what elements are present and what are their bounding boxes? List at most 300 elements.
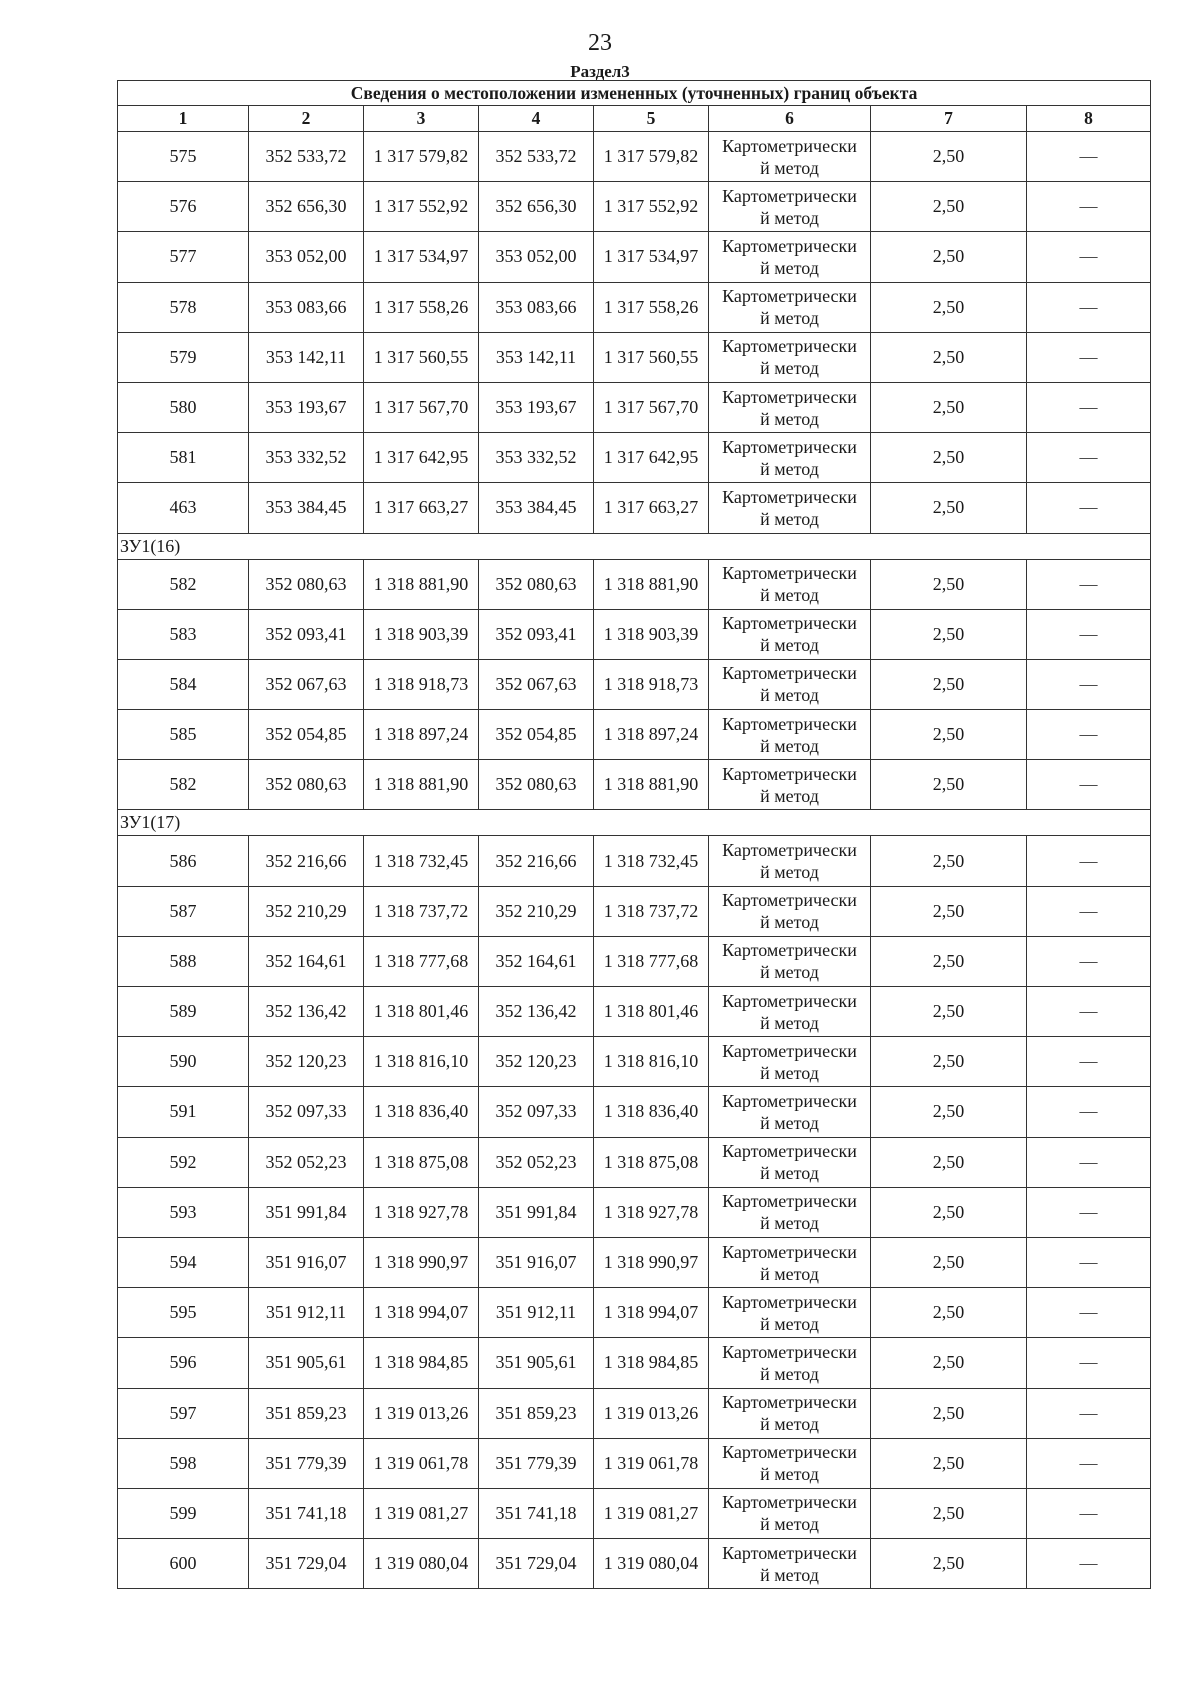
existing-x-cell: 353 193,67 (249, 382, 364, 432)
point-number-cell: 597 (118, 1388, 249, 1438)
method-line-1: Картометрически (722, 1090, 857, 1111)
existing-y-cell: 1 318 777,68 (364, 936, 479, 986)
method-line-2: й метод (760, 1263, 819, 1284)
method-line-2: й метод (760, 1112, 819, 1133)
table-row (118, 1338, 1151, 1388)
new-y-cell: 1 319 081,27 (594, 1488, 709, 1538)
existing-x-cell: 352 054,85 (249, 710, 364, 760)
new-x-cell: 352 067,63 (479, 659, 594, 709)
table-row (118, 182, 1151, 232)
new-x-cell: 352 656,30 (479, 182, 594, 232)
note-cell: — (1027, 132, 1151, 182)
note-cell: — (1027, 886, 1151, 936)
accuracy-cell: 2,50 (871, 886, 1027, 936)
point-number-cell: 582 (118, 760, 249, 810)
existing-x-cell: 352 533,72 (249, 132, 364, 182)
method-line-1: Картометрически (722, 940, 857, 961)
table-row (118, 1539, 1151, 1589)
method-cell (709, 1488, 871, 1538)
method-cell (709, 1438, 871, 1488)
existing-y-cell: 1 318 875,08 (364, 1137, 479, 1187)
existing-x-cell: 352 216,66 (249, 836, 364, 886)
existing-x-cell: 353 052,00 (249, 232, 364, 282)
method-line-1: Картометрически (722, 185, 857, 206)
method-line-2: й метод (760, 1414, 819, 1435)
new-y-cell: 1 317 560,55 (594, 332, 709, 382)
note-cell: — (1027, 1388, 1151, 1438)
existing-y-cell: 1 317 642,95 (364, 433, 479, 483)
existing-y-cell: 1 319 013,26 (364, 1388, 479, 1438)
accuracy-cell: 2,50 (871, 1488, 1027, 1538)
method-cell (709, 836, 871, 886)
new-y-cell: 1 317 558,26 (594, 282, 709, 332)
method-line-1: Картометрически (722, 1141, 857, 1162)
new-y-cell: 1 318 881,90 (594, 760, 709, 810)
note-cell: — (1027, 1137, 1151, 1187)
accuracy-cell: 2,50 (871, 936, 1027, 986)
accuracy-cell: 2,50 (871, 1237, 1027, 1287)
point-number-cell: 598 (118, 1438, 249, 1488)
accuracy-cell: 2,50 (871, 836, 1027, 886)
table-row (118, 1488, 1151, 1538)
note-cell: — (1027, 1087, 1151, 1137)
accuracy-cell: 2,50 (871, 1087, 1027, 1137)
note-cell: — (1027, 232, 1151, 282)
existing-y-cell: 1 318 881,90 (364, 760, 479, 810)
new-x-cell: 353 332,52 (479, 433, 594, 483)
existing-x-cell: 352 164,61 (249, 936, 364, 986)
new-x-cell: 353 052,00 (479, 232, 594, 282)
existing-y-cell: 1 318 836,40 (364, 1087, 479, 1137)
point-number-cell: 584 (118, 659, 249, 709)
method-cell (709, 382, 871, 432)
existing-y-cell: 1 317 663,27 (364, 483, 479, 533)
new-x-cell: 351 905,61 (479, 1338, 594, 1388)
existing-x-cell: 353 142,11 (249, 332, 364, 382)
point-number-cell: 463 (118, 483, 249, 533)
accuracy-cell: 2,50 (871, 760, 1027, 810)
table-row (118, 1288, 1151, 1338)
existing-x-cell: 353 332,52 (249, 433, 364, 483)
method-cell (709, 1288, 871, 1338)
point-number-cell: 593 (118, 1187, 249, 1237)
new-y-cell: 1 317 534,97 (594, 232, 709, 282)
existing-y-cell: 1 317 567,70 (364, 382, 479, 432)
group-header-row (118, 533, 1151, 559)
note-cell: — (1027, 1338, 1151, 1388)
column-number: 5 (594, 106, 709, 132)
column-number: 3 (364, 106, 479, 132)
new-y-cell: 1 318 918,73 (594, 659, 709, 709)
note-cell: — (1027, 1237, 1151, 1287)
point-number-cell: 596 (118, 1338, 249, 1388)
accuracy-cell: 2,50 (871, 1288, 1027, 1338)
method-line-1: Картометрически (722, 1492, 857, 1513)
table-row (118, 433, 1151, 483)
method-line-2: й метод (760, 1062, 819, 1083)
new-x-cell: 352 052,23 (479, 1137, 594, 1187)
note-cell: — (1027, 987, 1151, 1037)
accuracy-cell: 2,50 (871, 1137, 1027, 1187)
method-line-1: Картометрически (722, 840, 857, 861)
column-number: 6 (709, 106, 871, 132)
method-line-2: й метод (760, 912, 819, 933)
new-x-cell: 353 142,11 (479, 332, 594, 382)
method-line-1: Картометрически (722, 1392, 857, 1413)
note-cell: — (1027, 1288, 1151, 1338)
new-x-cell: 351 859,23 (479, 1388, 594, 1438)
table-row (118, 886, 1151, 936)
existing-x-cell: 352 093,41 (249, 609, 364, 659)
new-y-cell: 1 318 903,39 (594, 609, 709, 659)
new-y-cell: 1 318 897,24 (594, 710, 709, 760)
method-line-1: Картометрически (722, 1241, 857, 1262)
existing-y-cell: 1 318 801,46 (364, 987, 479, 1037)
accuracy-cell: 2,50 (871, 132, 1027, 182)
table-caption-row (118, 81, 1151, 106)
table-row (118, 836, 1151, 886)
table-row (118, 760, 1151, 810)
new-x-cell: 352 120,23 (479, 1037, 594, 1087)
existing-x-cell: 351 905,61 (249, 1338, 364, 1388)
existing-x-cell: 352 210,29 (249, 886, 364, 936)
method-line-2: й метод (760, 862, 819, 883)
existing-x-cell: 351 916,07 (249, 1237, 364, 1287)
new-x-cell: 351 916,07 (479, 1237, 594, 1287)
method-line-2: й метод (760, 1363, 819, 1384)
new-y-cell: 1 318 836,40 (594, 1087, 709, 1137)
note-cell: — (1027, 382, 1151, 432)
point-number-cell: 578 (118, 282, 249, 332)
existing-x-cell: 351 912,11 (249, 1288, 364, 1338)
note-cell: — (1027, 559, 1151, 609)
note-cell: — (1027, 609, 1151, 659)
table-row (118, 936, 1151, 986)
accuracy-cell: 2,50 (871, 1037, 1027, 1087)
point-number-cell: 585 (118, 710, 249, 760)
method-line-1: Картометрически (722, 563, 857, 584)
existing-x-cell: 352 080,63 (249, 760, 364, 810)
method-cell (709, 282, 871, 332)
method-cell (709, 1087, 871, 1137)
method-line-2: й метод (760, 585, 819, 606)
accuracy-cell: 2,50 (871, 1539, 1027, 1589)
method-cell (709, 710, 871, 760)
new-x-cell: 352 080,63 (479, 559, 594, 609)
new-x-cell: 353 384,45 (479, 483, 594, 533)
new-y-cell: 1 318 732,45 (594, 836, 709, 886)
method-cell (709, 1037, 871, 1087)
existing-x-cell: 352 067,63 (249, 659, 364, 709)
point-number-cell: 581 (118, 433, 249, 483)
note-cell: — (1027, 760, 1151, 810)
table-row (118, 987, 1151, 1037)
table-row (118, 559, 1151, 609)
new-y-cell: 1 317 552,92 (594, 182, 709, 232)
method-line-1: Картометрически (722, 235, 857, 256)
new-y-cell: 1 318 927,78 (594, 1187, 709, 1237)
accuracy-cell: 2,50 (871, 382, 1027, 432)
point-number-cell: 589 (118, 987, 249, 1037)
table-row (118, 232, 1151, 282)
existing-x-cell: 352 136,42 (249, 987, 364, 1037)
method-cell (709, 1187, 871, 1237)
accuracy-cell: 2,50 (871, 659, 1027, 709)
method-line-2: й метод (760, 1163, 819, 1184)
point-number-cell: 594 (118, 1237, 249, 1287)
existing-y-cell: 1 317 552,92 (364, 182, 479, 232)
new-x-cell: 351 741,18 (479, 1488, 594, 1538)
existing-x-cell: 351 991,84 (249, 1187, 364, 1237)
method-cell (709, 559, 871, 609)
note-cell: — (1027, 1438, 1151, 1488)
new-y-cell: 1 319 061,78 (594, 1438, 709, 1488)
accuracy-cell: 2,50 (871, 483, 1027, 533)
new-x-cell: 353 193,67 (479, 382, 594, 432)
point-number-cell: 579 (118, 332, 249, 382)
table-row (118, 1388, 1151, 1438)
existing-y-cell: 1 318 903,39 (364, 609, 479, 659)
existing-y-cell: 1 318 918,73 (364, 659, 479, 709)
existing-y-cell: 1 317 560,55 (364, 332, 479, 382)
method-cell (709, 1539, 871, 1589)
new-x-cell: 352 533,72 (479, 132, 594, 182)
accuracy-cell: 2,50 (871, 332, 1027, 382)
table-row (118, 659, 1151, 709)
new-y-cell: 1 317 567,70 (594, 382, 709, 432)
existing-x-cell: 353 384,45 (249, 483, 364, 533)
new-y-cell: 1 317 663,27 (594, 483, 709, 533)
method-line-2: й метод (760, 1313, 819, 1334)
new-x-cell: 352 216,66 (479, 836, 594, 886)
method-line-2: й метод (760, 1012, 819, 1033)
boundary-table (117, 80, 1151, 1589)
method-line-1: Картометрически (722, 890, 857, 911)
point-number-cell: 586 (118, 836, 249, 886)
method-line-1: Картометрически (722, 763, 857, 784)
accuracy-cell: 2,50 (871, 232, 1027, 282)
new-x-cell: 353 083,66 (479, 282, 594, 332)
existing-y-cell: 1 318 737,72 (364, 886, 479, 936)
table-row (118, 1187, 1151, 1237)
method-line-2: й метод (760, 1514, 819, 1535)
point-number-cell: 583 (118, 609, 249, 659)
method-line-2: й метод (760, 308, 819, 329)
existing-x-cell: 351 729,04 (249, 1539, 364, 1589)
existing-y-cell: 1 318 994,07 (364, 1288, 479, 1338)
new-x-cell: 351 912,11 (479, 1288, 594, 1338)
point-number-cell: 587 (118, 886, 249, 936)
new-y-cell: 1 318 990,97 (594, 1237, 709, 1287)
section-title: Раздел3 (570, 62, 630, 81)
new-y-cell: 1 318 881,90 (594, 559, 709, 609)
new-x-cell: 352 097,33 (479, 1087, 594, 1137)
method-line-1: Картометрически (722, 486, 857, 507)
method-cell (709, 1338, 871, 1388)
method-line-2: й метод (760, 508, 819, 529)
method-cell (709, 659, 871, 709)
method-line-2: й метод (760, 685, 819, 706)
new-y-cell: 1 319 013,26 (594, 1388, 709, 1438)
existing-y-cell: 1 318 927,78 (364, 1187, 479, 1237)
point-number-cell: 588 (118, 936, 249, 986)
note-cell: — (1027, 1187, 1151, 1237)
method-line-1: Картометрически (722, 990, 857, 1011)
existing-y-cell: 1 317 558,26 (364, 282, 479, 332)
existing-y-cell: 1 319 080,04 (364, 1539, 479, 1589)
new-y-cell: 1 318 737,72 (594, 886, 709, 936)
method-cell (709, 182, 871, 232)
method-cell (709, 886, 871, 936)
method-cell (709, 609, 871, 659)
table-row (118, 483, 1151, 533)
column-number: 4 (479, 106, 594, 132)
new-y-cell: 1 317 642,95 (594, 433, 709, 483)
method-line-1: Картометрически (722, 436, 857, 457)
method-cell (709, 483, 871, 533)
method-line-1: Картометрически (722, 713, 857, 734)
method-line-2: й метод (760, 458, 819, 479)
point-number-cell: 590 (118, 1037, 249, 1087)
note-cell: — (1027, 710, 1151, 760)
existing-x-cell: 351 741,18 (249, 1488, 364, 1538)
method-cell (709, 1237, 871, 1287)
point-number-cell: 600 (118, 1539, 249, 1589)
table-row (118, 609, 1151, 659)
column-number-row (118, 106, 1151, 132)
method-cell (709, 132, 871, 182)
point-number-cell: 592 (118, 1137, 249, 1187)
new-x-cell: 351 729,04 (479, 1539, 594, 1589)
table-row (118, 1237, 1151, 1287)
note-cell: — (1027, 182, 1151, 232)
note-cell: — (1027, 659, 1151, 709)
existing-y-cell: 1 319 081,27 (364, 1488, 479, 1538)
method-line-2: й метод (760, 207, 819, 228)
new-y-cell: 1 318 777,68 (594, 936, 709, 986)
point-number-cell: 576 (118, 182, 249, 232)
table-row (118, 382, 1151, 432)
note-cell: — (1027, 332, 1151, 382)
table-row (118, 1438, 1151, 1488)
method-line-2: й метод (760, 1213, 819, 1234)
method-cell (709, 232, 871, 282)
table-caption: Сведения о местоположении измененных (уточненных) границ объекта (118, 81, 1151, 106)
page-number: 23 (588, 30, 612, 56)
accuracy-cell: 2,50 (871, 987, 1027, 1037)
note-cell: — (1027, 936, 1151, 986)
method-line-2: й метод (760, 257, 819, 278)
accuracy-cell: 2,50 (871, 1338, 1027, 1388)
group-label: ЗУ1(17) (118, 810, 1151, 836)
existing-y-cell: 1 319 061,78 (364, 1438, 479, 1488)
accuracy-cell: 2,50 (871, 282, 1027, 332)
point-number-cell: 599 (118, 1488, 249, 1538)
accuracy-cell: 2,50 (871, 710, 1027, 760)
note-cell: — (1027, 1488, 1151, 1538)
existing-x-cell: 352 656,30 (249, 182, 364, 232)
point-number-cell: 580 (118, 382, 249, 432)
method-line-1: Картометрически (722, 613, 857, 634)
existing-y-cell: 1 318 881,90 (364, 559, 479, 609)
method-line-2: й метод (760, 635, 819, 656)
method-cell (709, 987, 871, 1037)
accuracy-cell: 2,50 (871, 1438, 1027, 1488)
accuracy-cell: 2,50 (871, 182, 1027, 232)
note-cell: — (1027, 282, 1151, 332)
table-row (118, 282, 1151, 332)
table-row (118, 710, 1151, 760)
existing-x-cell: 351 859,23 (249, 1388, 364, 1438)
new-x-cell: 352 164,61 (479, 936, 594, 986)
table-row (118, 132, 1151, 182)
new-x-cell: 352 080,63 (479, 760, 594, 810)
point-number-cell: 591 (118, 1087, 249, 1137)
point-number-cell: 575 (118, 132, 249, 182)
column-number: 2 (249, 106, 364, 132)
existing-x-cell: 352 097,33 (249, 1087, 364, 1137)
table-row (118, 332, 1151, 382)
method-line-1: Картометрически (722, 286, 857, 307)
existing-y-cell: 1 318 990,97 (364, 1237, 479, 1287)
new-y-cell: 1 318 875,08 (594, 1137, 709, 1187)
column-number: 8 (1027, 106, 1151, 132)
method-cell (709, 760, 871, 810)
new-y-cell: 1 318 801,46 (594, 987, 709, 1037)
note-cell: — (1027, 433, 1151, 483)
new-y-cell: 1 319 080,04 (594, 1539, 709, 1589)
method-line-1: Картометрически (722, 1291, 857, 1312)
method-line-1: Картометрически (722, 1542, 857, 1563)
method-line-1: Картометрически (722, 135, 857, 156)
method-line-1: Картометрически (722, 336, 857, 357)
existing-y-cell: 1 317 534,97 (364, 232, 479, 282)
new-x-cell: 351 991,84 (479, 1187, 594, 1237)
point-number-cell: 595 (118, 1288, 249, 1338)
table-row (118, 1087, 1151, 1137)
table-row (118, 1137, 1151, 1187)
existing-y-cell: 1 317 579,82 (364, 132, 479, 182)
column-number: 1 (118, 106, 249, 132)
existing-x-cell: 352 120,23 (249, 1037, 364, 1087)
existing-y-cell: 1 318 732,45 (364, 836, 479, 886)
accuracy-cell: 2,50 (871, 433, 1027, 483)
accuracy-cell: 2,50 (871, 1388, 1027, 1438)
new-x-cell: 352 054,85 (479, 710, 594, 760)
method-line-2: й метод (760, 962, 819, 983)
table-body (118, 81, 1151, 1589)
method-cell (709, 433, 871, 483)
accuracy-cell: 2,50 (871, 559, 1027, 609)
method-cell (709, 1137, 871, 1187)
new-y-cell: 1 317 579,82 (594, 132, 709, 182)
accuracy-cell: 2,50 (871, 1187, 1027, 1237)
method-line-1: Картометрически (722, 1341, 857, 1362)
existing-x-cell: 351 779,39 (249, 1438, 364, 1488)
point-number-cell: 577 (118, 232, 249, 282)
method-line-2: й метод (760, 408, 819, 429)
method-cell (709, 1388, 871, 1438)
accuracy-cell: 2,50 (871, 609, 1027, 659)
new-x-cell: 352 093,41 (479, 609, 594, 659)
existing-y-cell: 1 318 897,24 (364, 710, 479, 760)
method-line-2: й метод (760, 785, 819, 806)
table-row (118, 1037, 1151, 1087)
method-line-2: й метод (760, 1464, 819, 1485)
note-cell: — (1027, 483, 1151, 533)
existing-y-cell: 1 318 816,10 (364, 1037, 479, 1087)
method-line-1: Картометрически (722, 386, 857, 407)
